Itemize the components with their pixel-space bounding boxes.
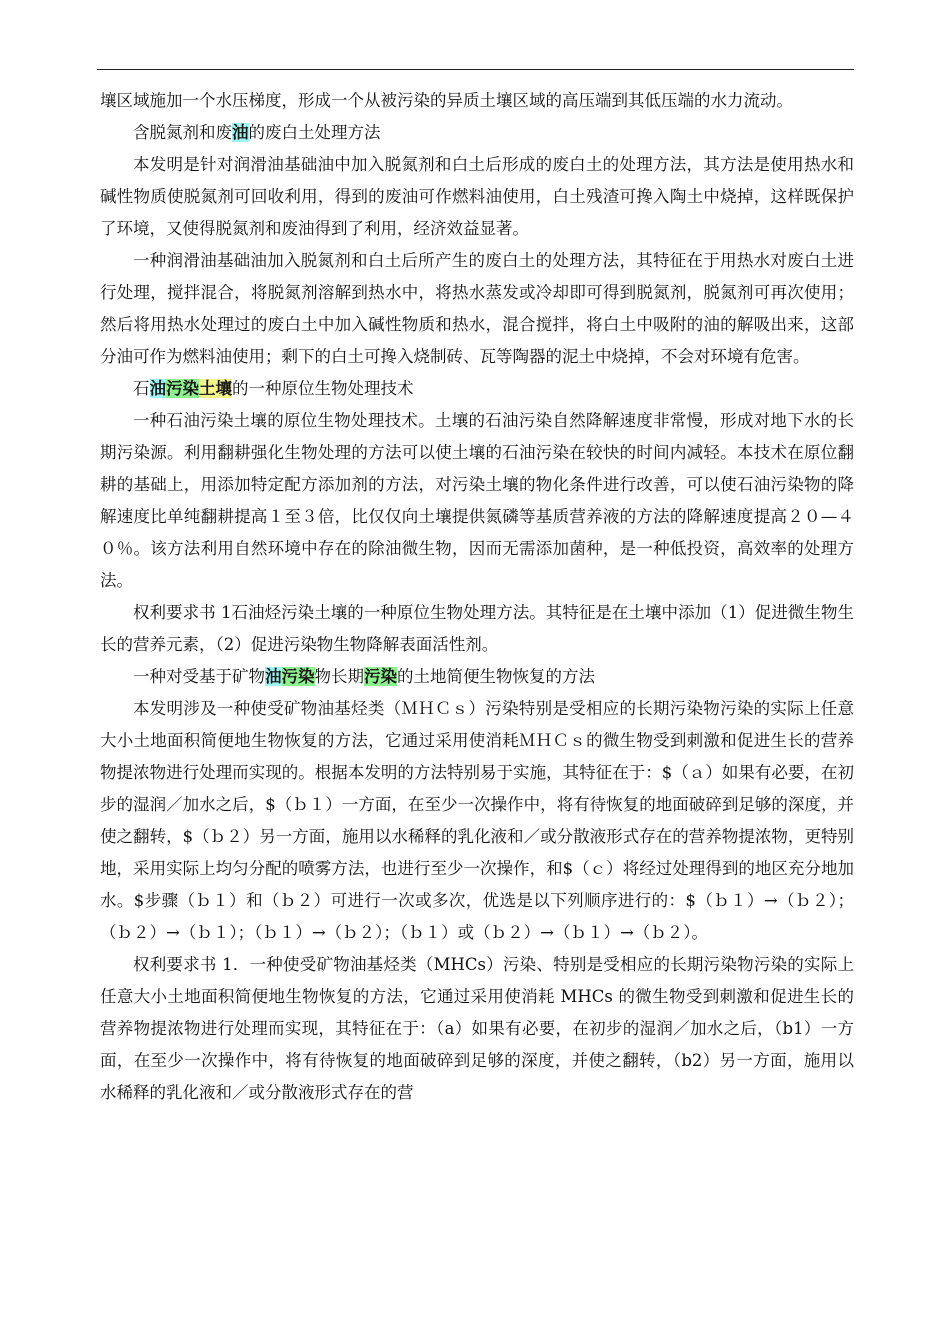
highlight-keyword: 污染 (166, 379, 199, 398)
highlight-keyword: 油 (149, 379, 166, 398)
highlight-keyword: 污染 (364, 667, 397, 686)
paragraph-claim-clay: 一种润滑油基础油加入脱氮剂和白土后所产生的废白土的处理方法，其特征在于用热水对废白土进行处理，搅拌混合，将脱氮剂溶解到热水中，将热水蒸发或冷却即可得到脱氮剂，脱氮剂可再次使用；然后将用热水处理过的废白土中加入碱性物质和热水，混合搅拌，将白土中吸附的油的解吸出来，这部分油可作为燃料油使用；剩下的白土可搀入烧制砖、瓦等陶器的泥土中烧掉，不会对环境有危害。 (100, 251, 854, 366)
paragraph-abstract-mineral-oil: 本发明涉及一种使受矿物油基烃类（ＭＨＣｓ）污染特别是受相应的长期污染物污染的实际上任意大小土地面积简便地生物恢复的方法，它通过采用使消耗ＭＨＣｓ的微生物受到刺激和促进生长的营养物提浓物进行处理而实现的。根据本发明的方法特别易于实施，其特征在于：$（ａ）如果有必要，在初步的湿润／加水之后，$（ｂ１）一方面，在至少一次操作中，将有待恢复的地面破碎到足够的深度，并使之翻转，$（ｂ２）另一方面，施用以水稀释的乳化液和／或分散液形式存在的营养物提浓物，更特别地，采用实际上均匀分配的喷雾方法，也进行至少一次操作，和$（ｃ）将经过处理得到的地区充分地加水。$步骤（ｂ１）和（ｂ２）可进行一次或多次，优选是以下列顺序进行的：$（ｂ１）→（ｂ２）；（ｂ２）→（ｂ１）；（ｂ１）→（ｂ２）；（ｂ１）或（ｂ２）→（ｂ１）→（ｂ２）。 (100, 699, 854, 942)
section-title-clay-treatment: 含脱氮剂和废油的废白土处理方法 (133, 123, 381, 142)
paragraph-abstract-soil: 一种石油污染土壤的原位生物处理技术。土壤的石油污染自然降解速度非常慢，形成对地下水的长期污染源。利用翻耕强化生物处理的方法可以使土壤的石油污染在较快的时间内减轻。本技术在原位翻耕的基础上，用添加特定配方添加剂的方法，对污染土壤的物化条件进行改善，可以使石油污染物的降解速度比单纯翻耕提高１至３倍，比仅仅向土壤提供氮磷等基质营养液的方法的降解速度提高２０—４０％。该方法利用自然环境中存在的除油微生物，因而无需添加菌种，是一种低投资，高效率的处理方法。 (100, 411, 854, 590)
paragraph-abstract-clay: 本发明是针对润滑油基础油中加入脱氮剂和白土后形成的废白土的处理方法，其方法是使用热水和碱性物质使脱氮剂可回收利用，得到的废油可作燃料油使用，白土残渣可搀入陶土中烧掉，这样既保护了环境，又使得脱氮剂和废油得到了利用，经济效益显著。 (100, 155, 854, 238)
paragraph-continuation: 壤区域施加一个水压梯度，形成一个从被污染的异质土壤区域的高压端到其低压端的水力流动。 (100, 91, 793, 110)
header-rule (97, 69, 854, 70)
section-title-soil-bioremediation: 石油污染土壤的一种原位生物处理技术 (133, 379, 414, 398)
paragraph-claim-soil: 权利要求书 1石油烃污染土壤的一种原位生物处理方法。其特征是在土壤中添加（1）促进微生物生长的营养元素，（2）促进污染物生物降解表面活性剂。 (100, 603, 854, 654)
document-body (100, 85, 854, 1109)
section-title-mineral-oil-recovery: 一种对受基于矿物油污染物长期污染的土地简便生物恢复的方法 (133, 667, 595, 686)
paragraph-claim-mineral-oil: 权利要求书 1．一种使受矿物油基烃类（MHCs）污染、特别是受相应的长期污染物污染的实际上任意大小土地面积简便地生物恢复的方法，它通过采用使消耗 MHCs 的微生物受到刺激和促进生长的营养物提浓物进行处理而实现，其特征在于：（a）如果有必要，在初步的湿润／加水之后，（b1）一方面，在至少一次操作中，将有待恢复的地面破碎到足够的深度，并使之翻转，（b2）另一方面，施用以水稀释的乳化液和／或分散液形式存在的营 (100, 955, 854, 1102)
highlight-keyword: 土壤 (199, 379, 232, 398)
highlight-keyword: 油 (232, 123, 249, 142)
highlight-keyword: 油 (265, 667, 282, 686)
highlight-keyword: 污染 (281, 667, 315, 686)
